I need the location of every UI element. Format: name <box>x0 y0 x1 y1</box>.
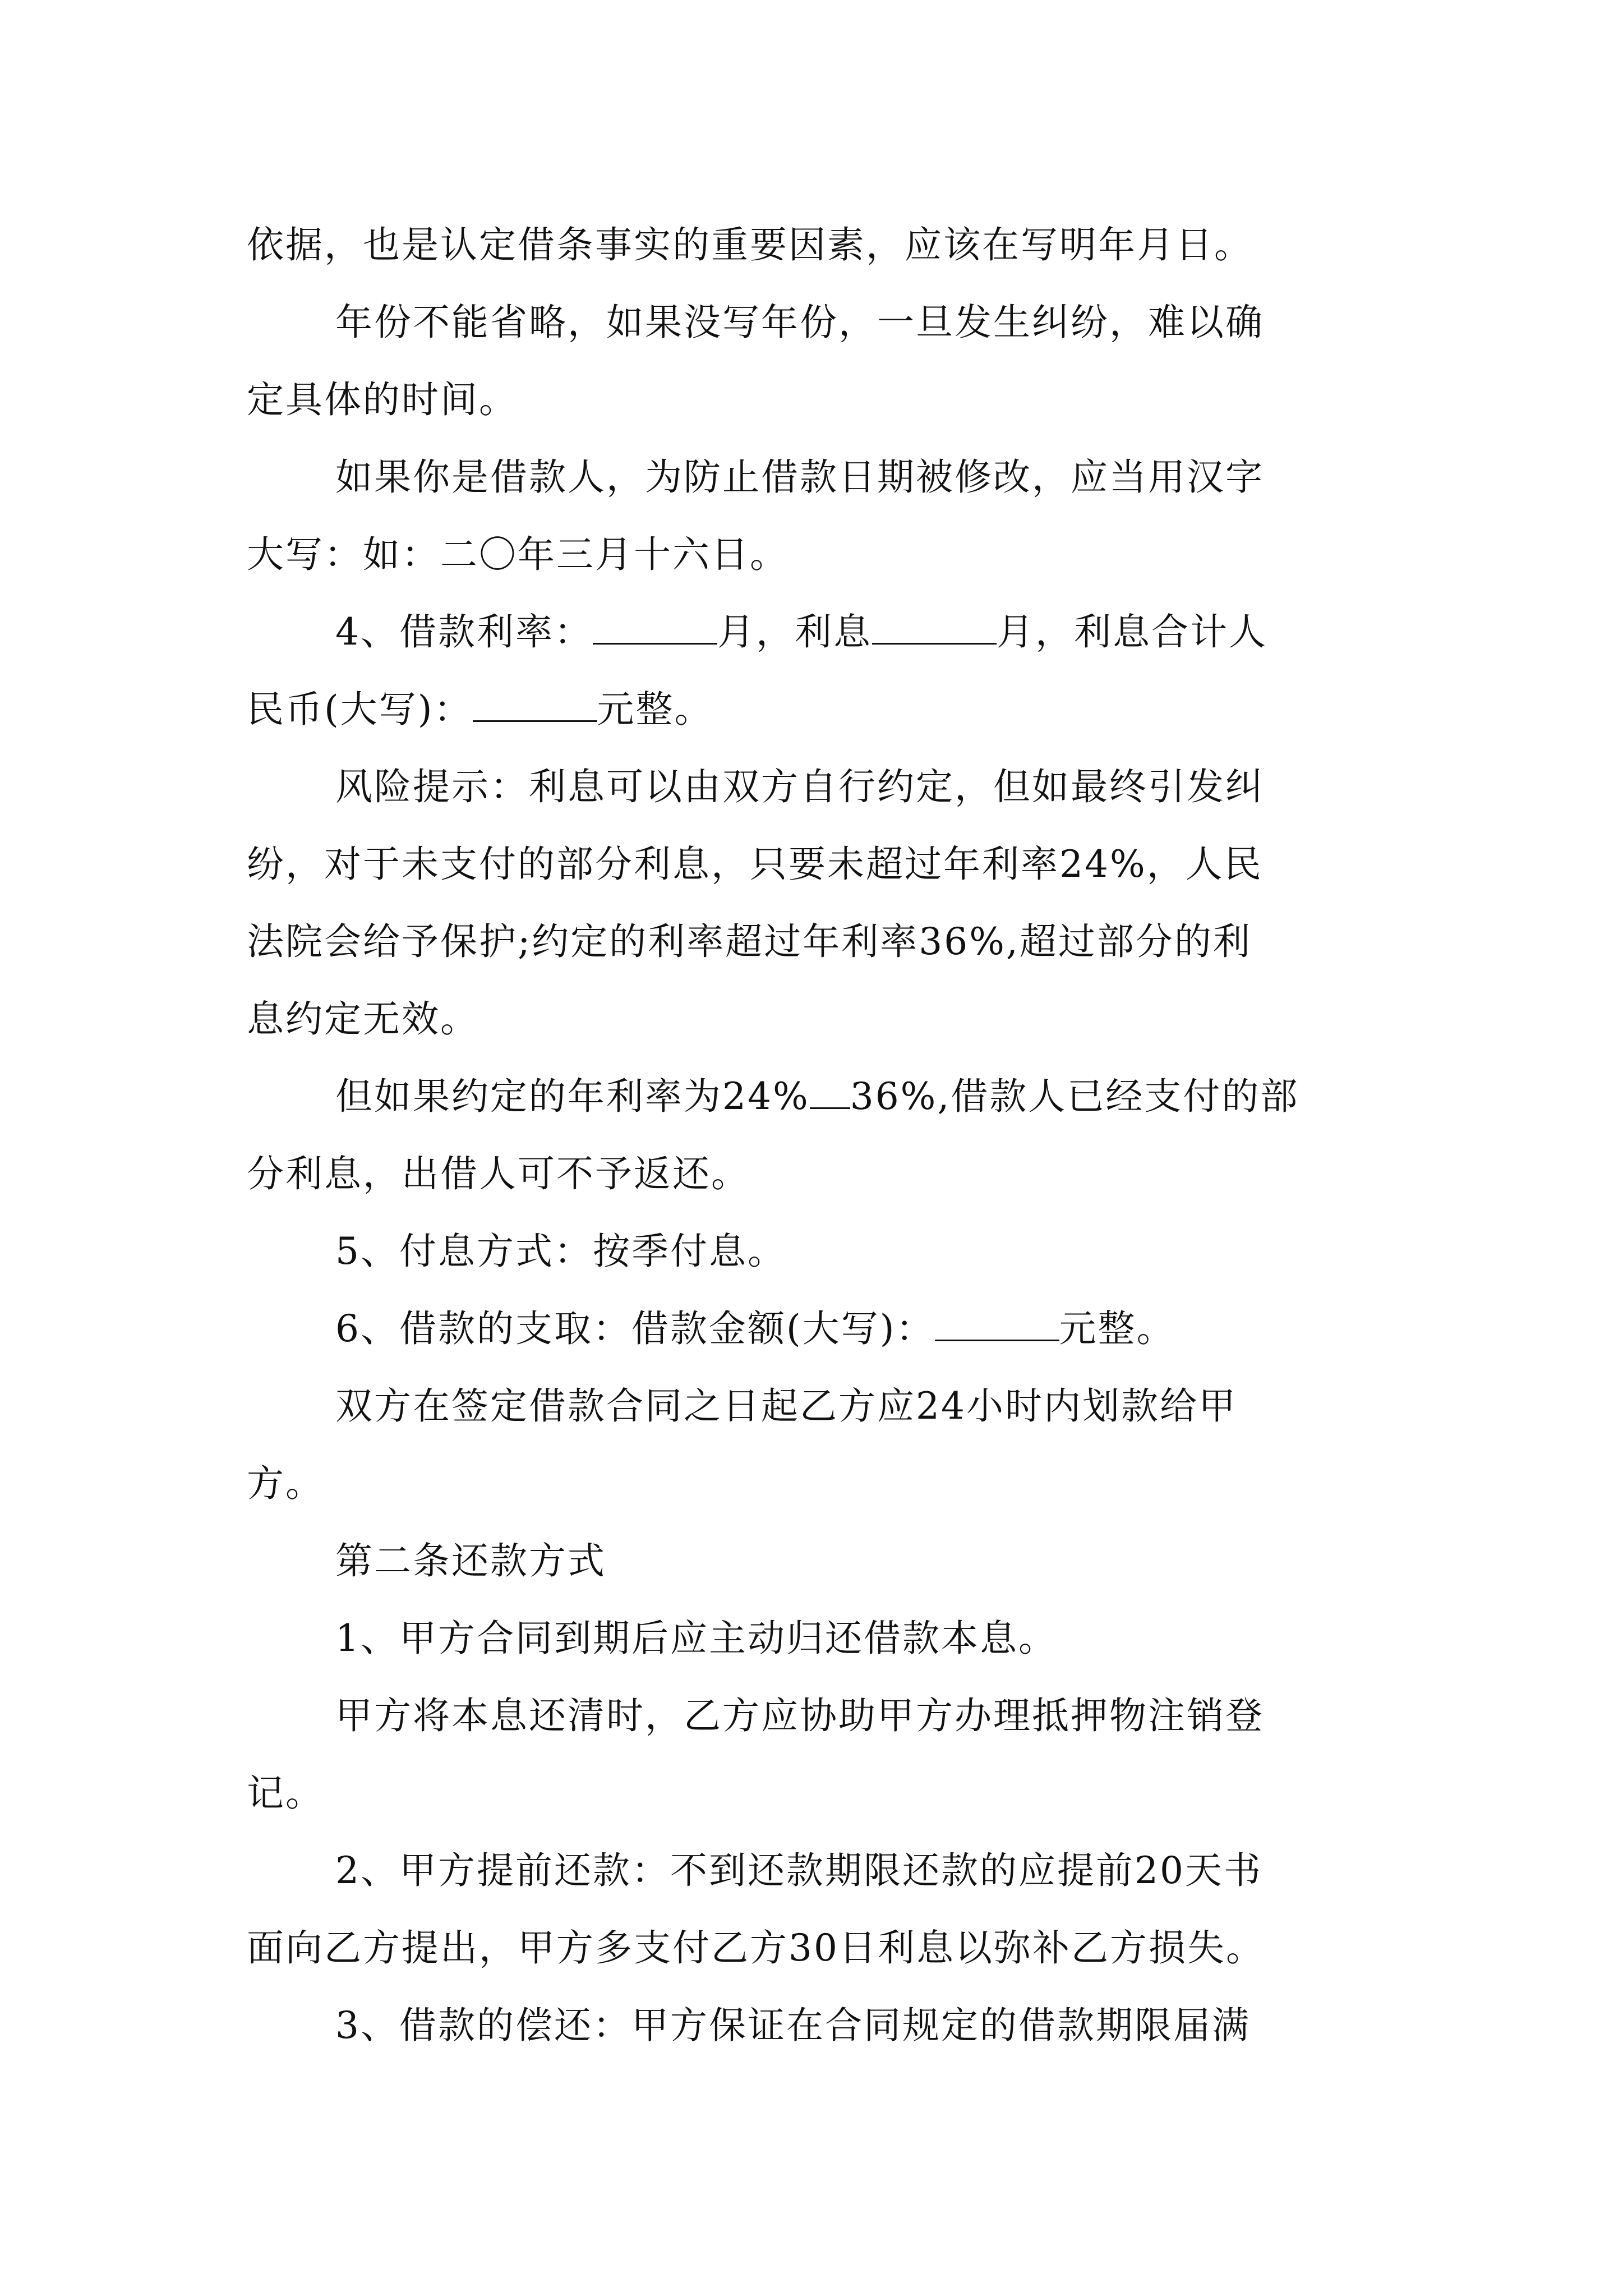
text-line: 方。 <box>247 1462 324 1505</box>
text-line: 5、付息方式：按季付息。 <box>335 1230 786 1273</box>
text-line <box>247 671 1402 748</box>
text-line: 分利息，出借人可不予返还。 <box>247 1152 750 1195</box>
fill-in-blank <box>593 609 717 645</box>
fill-in-blank <box>810 1074 850 1109</box>
text-segment: 元整。 <box>1059 1307 1175 1350</box>
text-segment: 民币(大写)： <box>247 688 473 731</box>
text-segment: 36%,借款人已经支付的部 <box>850 1075 1299 1118</box>
text-segment: 6、借款的支取：借款金额(大写)： <box>335 1307 935 1350</box>
text-segment: 元整。 <box>597 688 713 731</box>
text-line <box>247 1058 1402 1135</box>
text-line: 2、甲方提前还款：不到还款期限还款的应提前20天书 <box>335 1849 1262 1892</box>
text-line: 法院会给予保护;约定的利率超过年利率36%,超过部分的利 <box>247 920 1252 963</box>
fill-in-blank <box>872 609 997 645</box>
text-line: 第二条还款方式 <box>335 1539 606 1582</box>
text-line: 3、借款的偿还：甲方保证在合同规定的借款期限届满 <box>335 2004 1251 2047</box>
text-segment: 4、借款利率： <box>335 610 593 654</box>
text-line: 风险提示：利息可以由双方自行约定，但如最终引发纠 <box>335 765 1264 808</box>
text-line: 依据，也是认定借条事实的重要因素，应该在写明年月日。 <box>247 223 1253 266</box>
text-segment: 但如果约定的年利率为24% <box>335 1075 810 1118</box>
text-line: 双方在签定借款合同之日起乙方应24小时内划款给甲 <box>335 1384 1237 1428</box>
text-line: 1、甲方合同到期后应主动归还借款本息。 <box>335 1617 1057 1660</box>
text-line: 如果你是借款人，为防止借款日期被修改，应当用汉字 <box>335 455 1264 499</box>
text-line: 定具体的时间。 <box>247 378 518 421</box>
text-line: 纷，对于未支付的部分利息，只要未超过年利率24%，人民 <box>247 843 1263 886</box>
text-segment: 月，利息 <box>717 610 872 654</box>
text-segment: 月，利息合计人 <box>997 610 1267 654</box>
fill-in-blank <box>935 1306 1059 1341</box>
text-line: 甲方将本息还清时，乙方应协助甲方办理抵押物注销登 <box>335 1694 1264 1737</box>
text-line <box>247 1290 1402 1368</box>
text-line: 大写：如：二〇年三月十六日。 <box>247 533 789 576</box>
text-line <box>247 593 1402 671</box>
text-line: 年份不能省略，如果没写年份，一旦发生纠纷，难以确 <box>335 301 1264 344</box>
text-line: 息约定无效。 <box>247 997 479 1041</box>
fill-in-blank <box>473 687 597 722</box>
document-body <box>247 206 1402 2064</box>
text-line: 面向乙方提出，甲方多支付乙方30日利息以弥补乙方损失。 <box>247 1926 1265 1970</box>
text-line: 记。 <box>247 1772 324 1815</box>
